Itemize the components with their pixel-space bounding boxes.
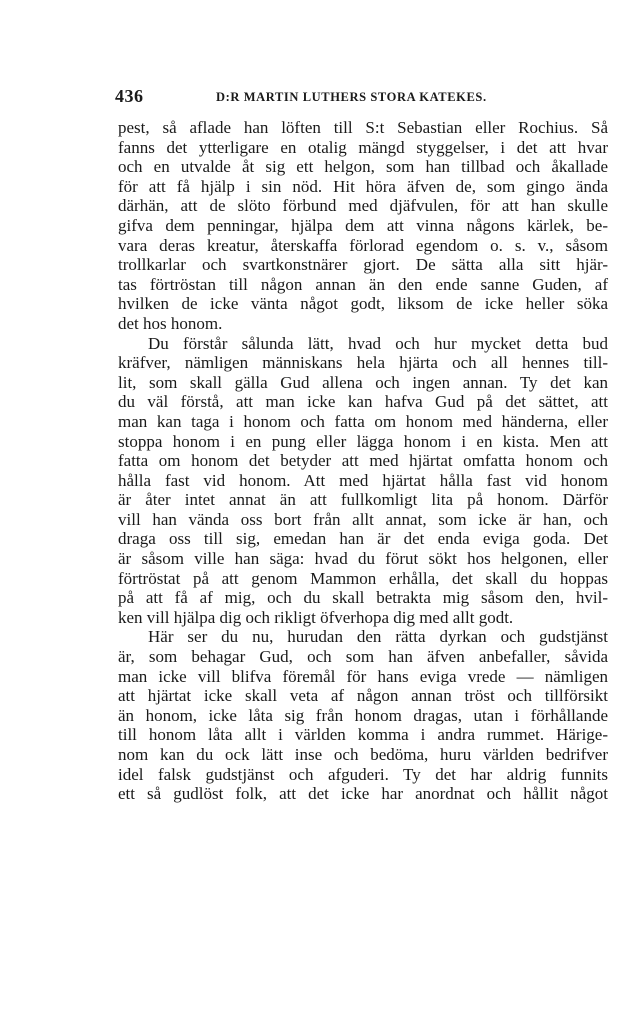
text-line: Här ser du nu, hurudan den rätta dyrkan och gudstjänst bbox=[148, 627, 608, 647]
text-line: är såsom ville han säga: hvad du förut sökt hos helgonen, eller bbox=[118, 549, 608, 569]
text-line: är, som behagar Gud, och som han äfven anbefaller, såvida bbox=[118, 647, 608, 667]
text-line: och en utvalde åt sig ett helgon, som han tillbad och åkallade bbox=[118, 157, 608, 177]
text-line: att hjärtat icke skall veta af någon annan tröst och tillförsikt bbox=[118, 686, 608, 706]
paragraph-2 bbox=[118, 334, 608, 628]
text-line: till honom låta allt i världen komma i andra rummet. Härige- bbox=[118, 725, 608, 745]
paragraph-3 bbox=[118, 627, 608, 803]
text-line: man kan taga i honom och fatta om honom med händerna, eller bbox=[118, 411, 608, 431]
body-text bbox=[118, 118, 608, 804]
text-line: förtröstat på att genom Mammon erhålla, det skall du hoppas bbox=[118, 568, 608, 588]
text-line: lit, som skall gälla Gud allena och ingen annan. Ty det kan bbox=[118, 372, 608, 392]
text-line: vara deras kreatur, återskaffa förlorad egendom o. s. v., såsom bbox=[118, 235, 608, 255]
page-number: 436 bbox=[115, 86, 144, 106]
text-line: vill han vända oss bort från allt annat, som icke är han, och bbox=[118, 509, 608, 529]
text-line: hvilken de icke vänta något godt, liksom de icke heller söka bbox=[118, 294, 608, 314]
text-line: fanns det ytterligare en otalig mängd styggelser, i det att hvar bbox=[118, 137, 608, 157]
text-line: gifva dem penningar, hjälpa dem att vinna någons kärlek, be- bbox=[118, 215, 608, 235]
text-line: därhän, att de slöto förbund med djäfvulen, för att han skulle bbox=[118, 196, 608, 216]
running-head: D:R MARTIN LUTHERS STORA KATEKES. bbox=[216, 90, 487, 104]
text-line: ken vill hjälpa dig och rikligt öfverhopa dig med allt godt. bbox=[118, 607, 514, 627]
text-line: fatta om honom det betyder att med hjärtat omfatta honom och bbox=[118, 451, 608, 471]
text-line: draga oss till sig, emedan han är det enda eviga goda. Det bbox=[118, 529, 608, 549]
text-line: stoppa honom i en pung eller lägga honom i en kista. Men att bbox=[118, 431, 608, 451]
text-line: hålla fast vid honom. Att med hjärtat hålla fast vid honom bbox=[118, 470, 608, 490]
text-line: man icke vill blifva föremål för hans eviga vrede — nämligen bbox=[118, 666, 608, 686]
text-line: tas förtröstan till någon annan än den ende sanne Guden, af bbox=[118, 274, 608, 294]
text-line: trollkarlar och svartkonstnärer gjort. De sätta alla sitt hjär- bbox=[118, 255, 608, 275]
text-line: kräfver, nämligen människans hela hjärta och all hennes till- bbox=[118, 353, 608, 373]
text-line: pest, så aflade han löften till S:t Sebastian eller Rochius. Så bbox=[118, 118, 608, 137]
text-line: nom kan du ock lätt inse och bedöma, huru världen bedrifver bbox=[118, 745, 608, 764]
text-line: på att få af mig, och du skall betrakta mig såsom den, hvil- bbox=[118, 588, 608, 608]
text-line: för att få hjälp i sin nöd. Hit höra äfven de, som gingo ända bbox=[118, 176, 608, 196]
text-line: idel falsk gudstjänst och afguderi. Ty det har aldrig funnits bbox=[118, 764, 608, 784]
paragraph-1 bbox=[118, 118, 608, 334]
text-line: ett så gudlöst folk, att det icke har anordnat och hållit något bbox=[118, 784, 608, 804]
text-line: Du förstår sålunda lätt, hvad och hur mycket detta bud bbox=[148, 333, 608, 353]
text-line: än honom, icke låta sig från honom dragas, utan i förhållande bbox=[118, 705, 608, 725]
text-line: det hos honom. bbox=[118, 313, 223, 333]
text-line: du väl förstå, att man icke kan hafva Gud på det sättet, att bbox=[118, 392, 608, 412]
text-line: är åter intet annat än att fullkomligt lita på honom. Därför bbox=[118, 490, 608, 510]
page-header bbox=[115, 86, 615, 106]
